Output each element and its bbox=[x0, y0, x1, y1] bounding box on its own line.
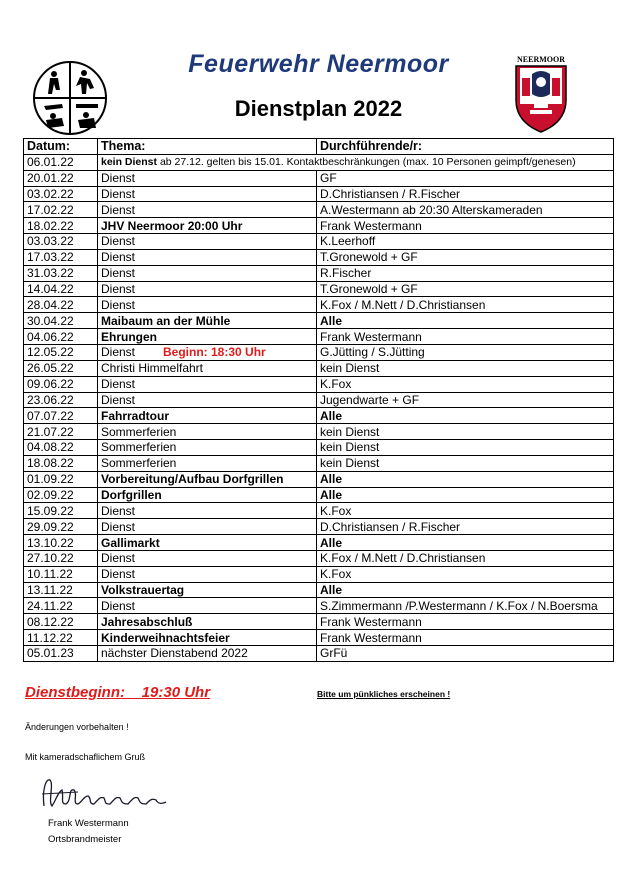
row-topic bbox=[98, 344, 317, 360]
row-date: 31.03.22 bbox=[24, 265, 98, 281]
row-lead: kein Dienst bbox=[317, 455, 614, 471]
table-row bbox=[24, 487, 614, 503]
row-date: 13.11.22 bbox=[24, 582, 98, 598]
column-header-date: Datum: bbox=[24, 139, 98, 155]
row-topic-text: Dienst bbox=[101, 567, 136, 582]
row-date: 07.07.22 bbox=[24, 408, 98, 424]
duty-schedule-table bbox=[23, 138, 614, 662]
row-lead: S.Zimmermann /P.Westermann / K.Fox / N.Boersma bbox=[317, 598, 614, 614]
row-lead: GrFü bbox=[317, 646, 614, 662]
row-topic-text: Dorfgrillen bbox=[101, 487, 162, 502]
row-topic bbox=[98, 170, 317, 186]
row-date: 05.01.23 bbox=[24, 646, 98, 662]
table-row bbox=[24, 281, 614, 297]
row-date: 26.05.22 bbox=[24, 360, 98, 376]
neermoor-crest-icon bbox=[510, 54, 572, 134]
row-topic bbox=[98, 455, 317, 471]
row-topic bbox=[98, 535, 317, 551]
row-topic-text: Dienst bbox=[101, 202, 136, 217]
row-topic bbox=[98, 646, 317, 662]
row-lead: K.Fox / M.Nett / D.Christiansen bbox=[317, 550, 614, 566]
row-date: 09.06.22 bbox=[24, 376, 98, 392]
table-row bbox=[24, 598, 614, 614]
row-topic-text: Dienst bbox=[101, 345, 136, 360]
row-lead: Frank Westermann bbox=[317, 614, 614, 630]
row-topic bbox=[98, 329, 317, 345]
row-topic bbox=[98, 281, 317, 297]
row-topic bbox=[98, 582, 317, 598]
table-row bbox=[24, 218, 614, 234]
row-date: 24.11.22 bbox=[24, 598, 98, 614]
row-date: 02.09.22 bbox=[24, 487, 98, 503]
changes-reserved-note: Änderungen vorbehalten ! bbox=[25, 722, 129, 732]
notice-text bbox=[98, 154, 614, 170]
row-topic-text: Dienst bbox=[101, 186, 136, 201]
column-header-lead: Durchführende/r: bbox=[317, 139, 614, 155]
row-topic-text: Dienst bbox=[101, 171, 136, 186]
row-date: 12.05.22 bbox=[24, 344, 98, 360]
table-row bbox=[24, 408, 614, 424]
row-date: 17.03.22 bbox=[24, 249, 98, 265]
row-date: 11.12.22 bbox=[24, 630, 98, 646]
row-topic-text: Gallimarkt bbox=[101, 535, 160, 550]
greeting: Mit kameradschaflichem Gruß bbox=[25, 752, 146, 762]
row-lead: Alle bbox=[317, 582, 614, 598]
row-lead: Alle bbox=[317, 535, 614, 551]
row-lead: D.Christiansen / R.Fischer bbox=[317, 519, 614, 535]
row-lead: R.Fischer bbox=[317, 265, 614, 281]
notice-row bbox=[24, 154, 614, 170]
row-lead: Alle bbox=[317, 408, 614, 424]
row-topic-text: Sommerferien bbox=[101, 440, 177, 455]
notice-rest: ab 27.12. gelten bis 15.01. Kontaktbeschränkungen (max. 10 Personen geimpft/genesen) bbox=[157, 156, 576, 169]
table-row bbox=[24, 234, 614, 250]
row-date: 29.09.22 bbox=[24, 519, 98, 535]
row-topic bbox=[98, 360, 317, 376]
table-row bbox=[24, 440, 614, 456]
row-topic-text: Dienst bbox=[101, 377, 136, 392]
row-topic bbox=[98, 234, 317, 250]
firefighters-emblem-icon bbox=[32, 60, 108, 136]
row-lead: G.Jütting / S.Jütting bbox=[317, 344, 614, 360]
signer-role: Ortsbrandmeister bbox=[48, 834, 122, 845]
row-topic-text: Dienst bbox=[101, 297, 136, 312]
row-topic bbox=[98, 376, 317, 392]
table-row bbox=[24, 519, 614, 535]
row-date: 30.04.22 bbox=[24, 313, 98, 329]
row-lead: T.Gronewold + GF bbox=[317, 281, 614, 297]
row-topic-text: Volkstrauertag bbox=[101, 583, 185, 598]
row-date: 27.10.22 bbox=[24, 550, 98, 566]
row-topic bbox=[98, 487, 317, 503]
row-topic bbox=[98, 519, 317, 535]
row-lead: K.Fox bbox=[317, 566, 614, 582]
row-lead: T.Gronewold + GF bbox=[317, 249, 614, 265]
notice-bold: kein Dienst bbox=[101, 156, 158, 169]
table-row bbox=[24, 360, 614, 376]
row-start-note: Beginn: 18:30 Uhr bbox=[163, 345, 266, 360]
row-topic-text: Ehrungen bbox=[101, 329, 157, 344]
table-row bbox=[24, 297, 614, 313]
row-date: 01.09.22 bbox=[24, 471, 98, 487]
table-row bbox=[24, 566, 614, 582]
row-lead: K.Fox bbox=[317, 503, 614, 519]
table-row bbox=[24, 249, 614, 265]
table-row bbox=[24, 614, 614, 630]
row-topic bbox=[98, 630, 317, 646]
row-date: 04.08.22 bbox=[24, 440, 98, 456]
table-row bbox=[24, 582, 614, 598]
punctuality-note: Bitte um pünkliches erscheinen ! bbox=[317, 689, 451, 699]
row-topic bbox=[98, 202, 317, 218]
doc-title: Dienstplan 2022 bbox=[234, 96, 403, 121]
row-topic bbox=[98, 313, 317, 329]
row-date: 03.03.22 bbox=[24, 234, 98, 250]
row-lead: Jugendwarte + GF bbox=[317, 392, 614, 408]
row-lead: Alle bbox=[317, 471, 614, 487]
row-topic bbox=[98, 392, 317, 408]
table-row bbox=[24, 535, 614, 551]
row-date: 13.10.22 bbox=[24, 535, 98, 551]
row-lead: Alle bbox=[317, 487, 614, 503]
table-header-row bbox=[24, 139, 614, 155]
row-topic bbox=[98, 550, 317, 566]
table-row bbox=[24, 630, 614, 646]
table-row bbox=[24, 392, 614, 408]
table-row bbox=[24, 344, 614, 360]
row-topic bbox=[98, 218, 317, 234]
row-topic-text: Dienst bbox=[101, 519, 136, 534]
row-lead: kein Dienst bbox=[317, 360, 614, 376]
row-topic-text: Dienst bbox=[101, 392, 136, 407]
row-date: 14.04.22 bbox=[24, 281, 98, 297]
row-lead: kein Dienst bbox=[317, 424, 614, 440]
table-row bbox=[24, 202, 614, 218]
row-topic-text: Jahresabschluß bbox=[101, 614, 193, 629]
crest-caption: NEERMOOR bbox=[517, 55, 565, 64]
row-date: 10.11.22 bbox=[24, 566, 98, 582]
row-topic-text: Fahrradtour bbox=[101, 408, 170, 423]
service-start-time: Dienstbeginn: 19:30 Uhr bbox=[25, 684, 211, 701]
row-topic-text: Dienst bbox=[101, 598, 136, 613]
table-row bbox=[24, 265, 614, 281]
row-date: 08.12.22 bbox=[24, 614, 98, 630]
row-date: 20.01.22 bbox=[24, 170, 98, 186]
row-topic-text: Dienst bbox=[101, 266, 136, 281]
row-topic-text: Kinderweihnachtsfeier bbox=[101, 630, 230, 645]
row-date: 21.07.22 bbox=[24, 424, 98, 440]
row-topic-text: Christi Himmelfahrt bbox=[101, 361, 204, 376]
row-lead: Frank Westermann bbox=[317, 329, 614, 345]
table-row bbox=[24, 170, 614, 186]
row-topic-text: Vorbereitung/Aufbau Dorfgrillen bbox=[101, 472, 284, 487]
row-lead: A.Westermann ab 20:30 Alterskameraden bbox=[317, 202, 614, 218]
row-topic-text: Sommerferien bbox=[101, 456, 177, 471]
table-row bbox=[24, 424, 614, 440]
signer-name: Frank Westermann bbox=[48, 818, 129, 829]
row-topic bbox=[98, 297, 317, 313]
row-topic-text: Dienst bbox=[101, 503, 136, 518]
row-lead: D.Christiansen / R.Fischer bbox=[317, 186, 614, 202]
row-topic bbox=[98, 566, 317, 582]
row-date: 04.06.22 bbox=[24, 329, 98, 345]
row-topic-text: Dienst bbox=[101, 282, 136, 297]
row-topic bbox=[98, 424, 317, 440]
row-lead: K.Fox / M.Nett / D.Christiansen bbox=[317, 297, 614, 313]
row-topic bbox=[98, 186, 317, 202]
row-lead: Frank Westermann bbox=[317, 218, 614, 234]
row-lead: K.Fox bbox=[317, 376, 614, 392]
row-topic-text: Dienst bbox=[101, 250, 136, 265]
row-topic bbox=[98, 471, 317, 487]
table-row bbox=[24, 186, 614, 202]
table-row bbox=[24, 376, 614, 392]
notice-date: 06.01.22 bbox=[24, 154, 98, 170]
row-date: 18.02.22 bbox=[24, 218, 98, 234]
row-lead: Alle bbox=[317, 313, 614, 329]
row-topic bbox=[98, 408, 317, 424]
org-title: Feuerwehr Neermoor bbox=[188, 50, 449, 78]
row-date: 23.06.22 bbox=[24, 392, 98, 408]
row-lead: K.Leerhoff bbox=[317, 234, 614, 250]
row-date: 15.09.22 bbox=[24, 503, 98, 519]
row-topic-text: Dienst bbox=[101, 234, 136, 249]
row-date: 28.04.22 bbox=[24, 297, 98, 313]
table-row bbox=[24, 646, 614, 662]
table-row bbox=[24, 455, 614, 471]
row-topic-text: nächster Dienstabend 2022 bbox=[101, 646, 248, 661]
row-topic bbox=[98, 249, 317, 265]
row-date: 18.08.22 bbox=[24, 455, 98, 471]
row-lead: Frank Westermann bbox=[317, 630, 614, 646]
row-date: 17.02.22 bbox=[24, 202, 98, 218]
table-row bbox=[24, 329, 614, 345]
table-row bbox=[24, 313, 614, 329]
row-topic-text: JHV Neermoor 20:00 Uhr bbox=[101, 218, 243, 233]
table-row bbox=[24, 471, 614, 487]
row-topic bbox=[98, 614, 317, 630]
row-topic bbox=[98, 598, 317, 614]
row-lead: GF bbox=[317, 170, 614, 186]
signature bbox=[38, 770, 178, 815]
table-row bbox=[24, 503, 614, 519]
row-date: 03.02.22 bbox=[24, 186, 98, 202]
column-header-topic: Thema: bbox=[98, 139, 317, 155]
row-topic bbox=[98, 503, 317, 519]
row-topic-text: Maibaum an der Mühle bbox=[101, 313, 231, 328]
table-row bbox=[24, 550, 614, 566]
row-topic bbox=[98, 265, 317, 281]
row-lead: kein Dienst bbox=[317, 440, 614, 456]
row-topic bbox=[98, 440, 317, 456]
row-topic-text: Dienst bbox=[101, 551, 136, 566]
row-topic-text: Sommerferien bbox=[101, 424, 177, 439]
